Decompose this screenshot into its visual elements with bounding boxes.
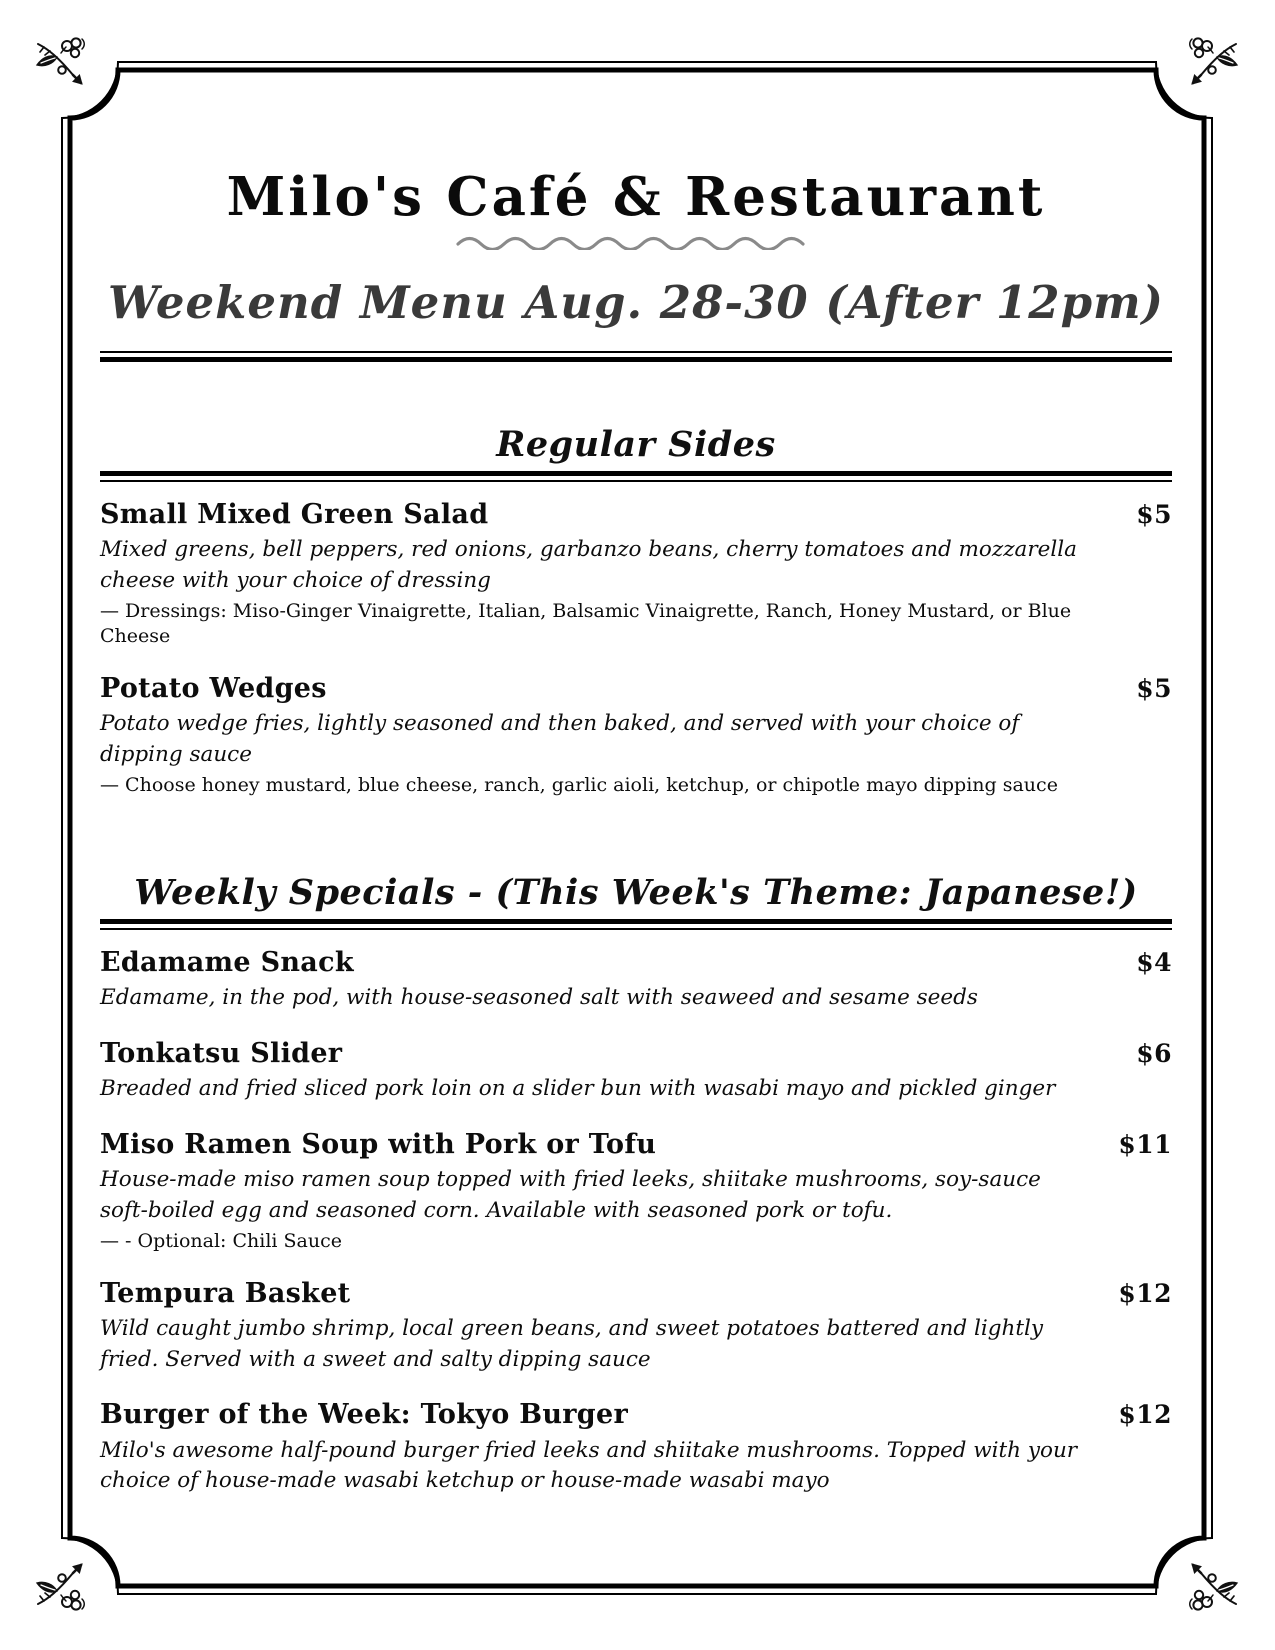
menu-item-tokyo-burger [100, 1399, 1172, 1496]
item-name: Small Mixed Green Salad [100, 499, 489, 530]
item-description: House-made miso ramen soup topped with fried leeks, shiitake mushrooms, soy-sauce soft-boiled egg and seasoned corn. Available with seasoned pork or tofu. [100, 1167, 1041, 1223]
wavy-underline-icon [100, 234, 1172, 250]
item-description: Wild caught jumbo shrimp, local green beans, and sweet potatoes battered and lightly fried. Served with a sweet and salty dipping sauce [100, 1316, 1043, 1372]
menu-item-tonkatsu-slider [100, 1038, 1172, 1105]
section-heading-regular-sides: Regular Sides [496, 424, 776, 465]
item-name: Tonkatsu Slider [100, 1037, 343, 1069]
item-head [100, 673, 1172, 705]
item-name: Tempura Basket [100, 1277, 351, 1309]
menu-subtitle: Weekend Menu Aug. 28-30 (After 12pm) [108, 276, 1164, 329]
floral-sprig-icon [1190, 38, 1237, 84]
item-head [100, 1278, 1172, 1310]
menu-item-tempura-basket [100, 1278, 1172, 1375]
item-note: — Choose honey mustard, blue cheese, ranch, garlic aioli, ketchup, or chipotle mayo dipping sauce [100, 774, 1058, 797]
item-name: Burger of the Week: Tokyo Burger [100, 1399, 628, 1431]
item-name: Edamame Snack [100, 946, 354, 978]
item-price: $6 [1136, 1038, 1172, 1068]
menu-item-miso-ramen-soup [100, 1129, 1172, 1254]
item-price: $12 [1118, 1400, 1172, 1430]
item-head [100, 1399, 1172, 1431]
item-head [100, 947, 1172, 979]
restaurant-name: Milo's Café & Restaurant [226, 166, 1046, 228]
item-head [100, 499, 1172, 531]
item-description: Edamame, in the pod, with house-seasoned salt with seaweed and sesame seeds [100, 985, 978, 1011]
menu-item-edamame-snack [100, 947, 1172, 1014]
menu-content [100, 0, 1172, 1497]
menu-item-small-mixed-green-salad [100, 499, 1172, 649]
item-note: — - Optional: Chili Sauce [100, 1230, 342, 1253]
item-name: Potato Wedges [100, 672, 327, 704]
item-description: Breaded and fried sliced pork loin on a slider bun with wasabi mayo and pickled ginger [100, 1076, 1056, 1102]
double-rule [100, 471, 1172, 482]
item-price: $5 [1136, 673, 1172, 703]
item-price: $4 [1136, 947, 1172, 977]
item-price: $11 [1118, 1129, 1172, 1159]
menu-item-potato-wedges [100, 673, 1172, 798]
floral-sprig-icon [37, 1564, 84, 1610]
double-rule [100, 351, 1172, 362]
item-description: Mixed greens, bell peppers, red onions, garbanzo beans, cherry tomatoes and mozzarella cheese with your choice of dressing [100, 537, 1077, 593]
item-head [100, 1038, 1172, 1070]
item-description: Milo's awesome half-pound burger fried leeks and shiitake mushrooms. Topped with your choice of house-made wasabi ketchup or house-made wasabi mayo [100, 1437, 1078, 1494]
item-description: Potato wedge fries, lightly seasoned and then baked, and served with your choice of dipping sauce [100, 711, 1020, 767]
item-head [100, 1129, 1172, 1161]
item-price: $5 [1136, 500, 1172, 529]
item-note: — Dressings: Miso-Ginger Vinaigrette, Italian, Balsamic Vinaigrette, Ranch, Honey Mustard, or Blue Cheese [100, 600, 1072, 648]
item-price: $12 [1118, 1278, 1172, 1308]
floral-sprig-icon [1190, 1564, 1237, 1610]
double-rule [100, 919, 1172, 930]
item-name: Miso Ramen Soup with Pork or Tofu [100, 1128, 657, 1160]
section-heading-weekly-specials: Weekly Specials - (This Week's Theme: Japanese!) [134, 871, 1138, 913]
floral-sprig-icon [37, 38, 84, 84]
